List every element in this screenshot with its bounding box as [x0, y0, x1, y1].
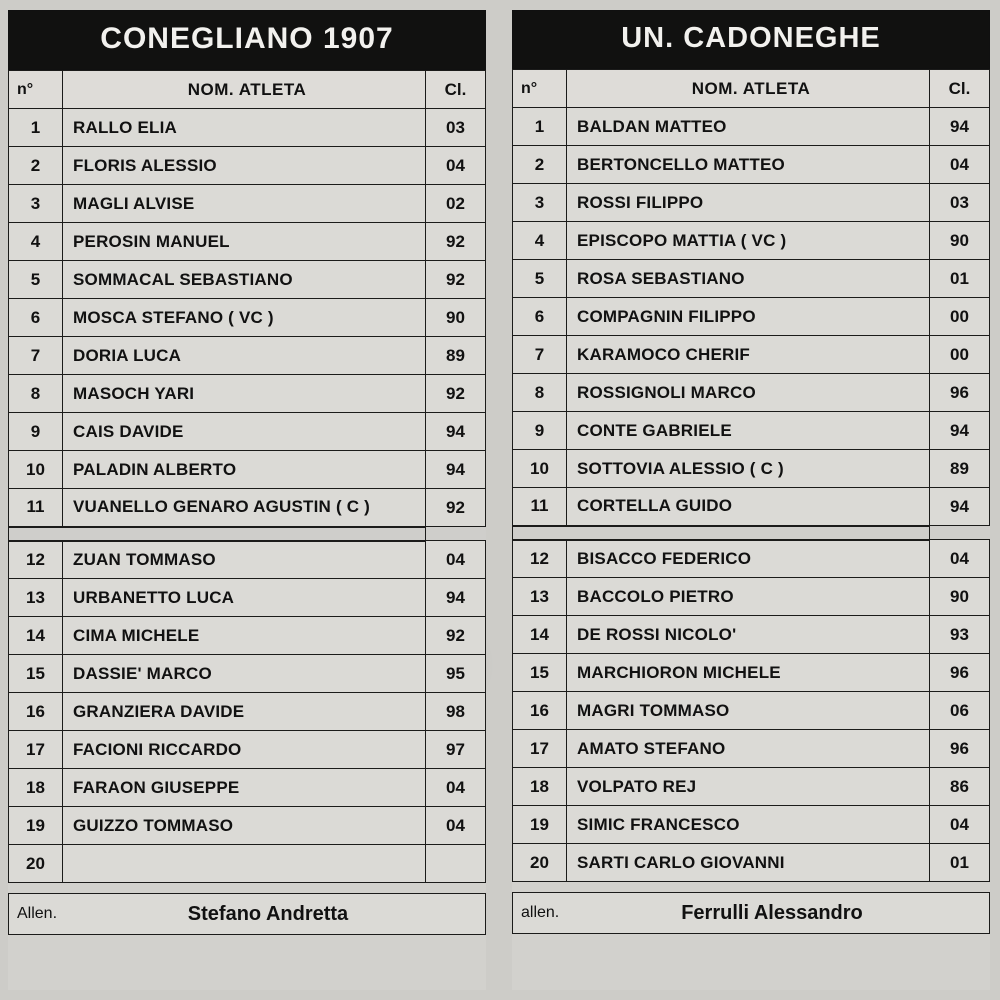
player-class: 03 [930, 184, 990, 222]
player-number: 6 [9, 299, 63, 337]
player-name: FLORIS ALESSIO [63, 147, 426, 185]
player-class: 04 [426, 807, 486, 845]
player-class: 94 [930, 108, 990, 146]
player-name: EPISCOPO MATTIA ( VC ) [567, 222, 930, 260]
player-name: BISACCO FEDERICO [567, 540, 930, 578]
starters-substitutes-divider [9, 527, 486, 541]
table-row [9, 223, 486, 261]
player-number: 7 [9, 337, 63, 375]
table-row [513, 184, 990, 222]
player-name: CORTELLA GUIDO [567, 488, 930, 526]
table-row [513, 692, 990, 730]
player-name: BALDAN MATTEO [567, 108, 930, 146]
player-name: BERTONCELLO MATTEO [567, 146, 930, 184]
table-row [513, 260, 990, 298]
player-name: ROSA SEBASTIANO [567, 260, 930, 298]
table-row [513, 412, 990, 450]
player-name: SIMIC FRANCESCO [567, 806, 930, 844]
coach-label: allen. [521, 904, 560, 921]
player-name: KARAMOCO CHERIF [567, 336, 930, 374]
player-name: PEROSIN MANUEL [63, 223, 426, 261]
player-name: COMPAGNIN FILIPPO [567, 298, 930, 336]
player-name: FARAON GIUSEPPE [63, 769, 426, 807]
table-row [9, 731, 486, 769]
player-number: 1 [9, 109, 63, 147]
player-number: 11 [9, 489, 63, 527]
player-number: 14 [513, 616, 567, 654]
player-class: 04 [426, 769, 486, 807]
table-row [513, 488, 990, 526]
player-class: 98 [426, 693, 486, 731]
player-class: 04 [930, 540, 990, 578]
team-panel-home [8, 10, 486, 990]
table-row [9, 147, 486, 185]
player-number: 16 [9, 693, 63, 731]
player-number: 7 [513, 336, 567, 374]
table-row [9, 655, 486, 693]
player-class [426, 845, 486, 883]
table-row [9, 489, 486, 527]
coach-name: Ferrulli Alessandro [681, 901, 863, 924]
player-name: CAIS DAVIDE [63, 413, 426, 451]
player-number: 12 [513, 540, 567, 578]
player-number: 10 [9, 451, 63, 489]
player-number: 5 [513, 260, 567, 298]
player-class: 94 [426, 451, 486, 489]
table-row [513, 108, 990, 146]
player-name: URBANETTO LUCA [63, 579, 426, 617]
player-name: CONTE GABRIELE [567, 412, 930, 450]
player-name: MOSCA STEFANO ( VC ) [63, 299, 426, 337]
player-name: GRANZIERA DAVIDE [63, 693, 426, 731]
player-class: 94 [426, 413, 486, 451]
player-class: 94 [930, 488, 990, 526]
player-class: 01 [930, 844, 990, 882]
player-name: BACCOLO PIETRO [567, 578, 930, 616]
player-class: 01 [930, 260, 990, 298]
player-name: ZUAN TOMMASO [63, 541, 426, 579]
player-name: DE ROSSI NICOLO' [567, 616, 930, 654]
player-number: 4 [9, 223, 63, 261]
roster-header-row [9, 71, 486, 109]
table-row [9, 769, 486, 807]
player-number: 9 [9, 413, 63, 451]
player-name: VOLPATO REJ [567, 768, 930, 806]
roster-header-row [513, 70, 990, 108]
table-row [9, 375, 486, 413]
starters-substitutes-divider [513, 526, 990, 540]
player-number: 20 [9, 845, 63, 883]
player-name: AMATO STEFANO [567, 730, 930, 768]
table-row [513, 768, 990, 806]
player-class: 92 [426, 261, 486, 299]
player-number: 18 [513, 768, 567, 806]
table-row [513, 616, 990, 654]
player-name: FACIONI RICCARDO [63, 731, 426, 769]
player-class: 90 [930, 578, 990, 616]
table-row [513, 374, 990, 412]
coach-row-away [512, 892, 990, 934]
player-name: VUANELLO GENARO AGUSTIN ( C ) [63, 489, 426, 527]
player-class: 94 [426, 579, 486, 617]
player-name: ROSSIGNOLI MARCO [567, 374, 930, 412]
player-number: 14 [9, 617, 63, 655]
table-row [9, 807, 486, 845]
column-header-name: NOM. ATLETA [567, 70, 930, 108]
table-row [9, 185, 486, 223]
player-class: 04 [930, 146, 990, 184]
table-row [9, 579, 486, 617]
player-class: 94 [930, 412, 990, 450]
player-number: 13 [513, 578, 567, 616]
player-class: 89 [930, 450, 990, 488]
player-name [63, 845, 426, 883]
player-name: CIMA MICHELE [63, 617, 426, 655]
player-number: 9 [513, 412, 567, 450]
player-number: 8 [513, 374, 567, 412]
player-name: PALADIN ALBERTO [63, 451, 426, 489]
table-row [513, 806, 990, 844]
player-name: MARCHIORON MICHELE [567, 654, 930, 692]
player-number: 17 [513, 730, 567, 768]
column-header-number: n° [9, 71, 63, 109]
player-number: 6 [513, 298, 567, 336]
table-row [513, 146, 990, 184]
player-class: 00 [930, 336, 990, 374]
player-name: DASSIE' MARCO [63, 655, 426, 693]
player-name: MAGRI TOMMASO [567, 692, 930, 730]
table-row [513, 222, 990, 260]
player-class: 00 [930, 298, 990, 336]
player-number: 5 [9, 261, 63, 299]
player-number: 19 [9, 807, 63, 845]
player-name: DORIA LUCA [63, 337, 426, 375]
table-row [9, 541, 486, 579]
table-row [9, 337, 486, 375]
table-row [513, 336, 990, 374]
player-number: 4 [513, 222, 567, 260]
table-row [9, 261, 486, 299]
coach-row-home [8, 893, 486, 935]
table-row [513, 844, 990, 882]
player-number: 15 [9, 655, 63, 693]
column-header-class: Cl. [930, 70, 990, 108]
player-number: 2 [9, 147, 63, 185]
player-class: 86 [930, 768, 990, 806]
player-name: ROSSI FILIPPO [567, 184, 930, 222]
player-class: 96 [930, 654, 990, 692]
player-class: 92 [426, 617, 486, 655]
player-name: GUIZZO TOMMASO [63, 807, 426, 845]
player-number: 12 [9, 541, 63, 579]
player-number: 2 [513, 146, 567, 184]
player-class: 90 [930, 222, 990, 260]
player-number: 3 [9, 185, 63, 223]
team-panel-away [512, 10, 990, 990]
player-name: RALLO ELIA [63, 109, 426, 147]
player-number: 8 [9, 375, 63, 413]
column-header-name: NOM. ATLETA [63, 71, 426, 109]
player-class: 04 [930, 806, 990, 844]
player-class: 89 [426, 337, 486, 375]
table-row [513, 298, 990, 336]
player-number: 3 [513, 184, 567, 222]
player-number: 20 [513, 844, 567, 882]
coach-name: Stefano Andretta [187, 902, 349, 925]
player-number: 1 [513, 108, 567, 146]
player-name: MASOCH YARI [63, 375, 426, 413]
player-class: 92 [426, 489, 486, 527]
player-class: 97 [426, 731, 486, 769]
player-class: 03 [426, 109, 486, 147]
column-header-number: n° [513, 70, 567, 108]
table-row [9, 451, 486, 489]
table-row [9, 845, 486, 883]
player-number: 11 [513, 488, 567, 526]
player-class: 92 [426, 375, 486, 413]
player-class: 93 [930, 616, 990, 654]
player-class: 96 [930, 374, 990, 412]
table-row [513, 730, 990, 768]
table-row [9, 413, 486, 451]
player-number: 10 [513, 450, 567, 488]
player-name: SOTTOVIA ALESSIO ( C ) [567, 450, 930, 488]
table-row [9, 693, 486, 731]
player-class: 90 [426, 299, 486, 337]
table-row [513, 654, 990, 692]
player-number: 19 [513, 806, 567, 844]
player-name: MAGLI ALVISE [63, 185, 426, 223]
coach-label: Allen. [17, 905, 58, 922]
player-class: 96 [930, 730, 990, 768]
roster-table-home [8, 70, 486, 883]
player-class: 04 [426, 147, 486, 185]
roster-table-away [512, 69, 990, 882]
team-title-home: CONEGLIANO 1907 [8, 10, 486, 70]
table-row [513, 540, 990, 578]
player-class: 92 [426, 223, 486, 261]
table-row [513, 450, 990, 488]
player-number: 17 [9, 731, 63, 769]
player-number: 16 [513, 692, 567, 730]
table-row [9, 299, 486, 337]
column-header-class: Cl. [426, 71, 486, 109]
player-name: SOMMACAL SEBASTIANO [63, 261, 426, 299]
player-class: 06 [930, 692, 990, 730]
table-row [513, 578, 990, 616]
table-row [9, 109, 486, 147]
player-class: 04 [426, 541, 486, 579]
team-title-away: UN. CADONEGHE [512, 10, 990, 69]
table-row [9, 617, 486, 655]
player-class: 02 [426, 185, 486, 223]
player-name: SARTI CARLO GIOVANNI [567, 844, 930, 882]
player-number: 15 [513, 654, 567, 692]
player-number: 18 [9, 769, 63, 807]
player-number: 13 [9, 579, 63, 617]
player-class: 95 [426, 655, 486, 693]
